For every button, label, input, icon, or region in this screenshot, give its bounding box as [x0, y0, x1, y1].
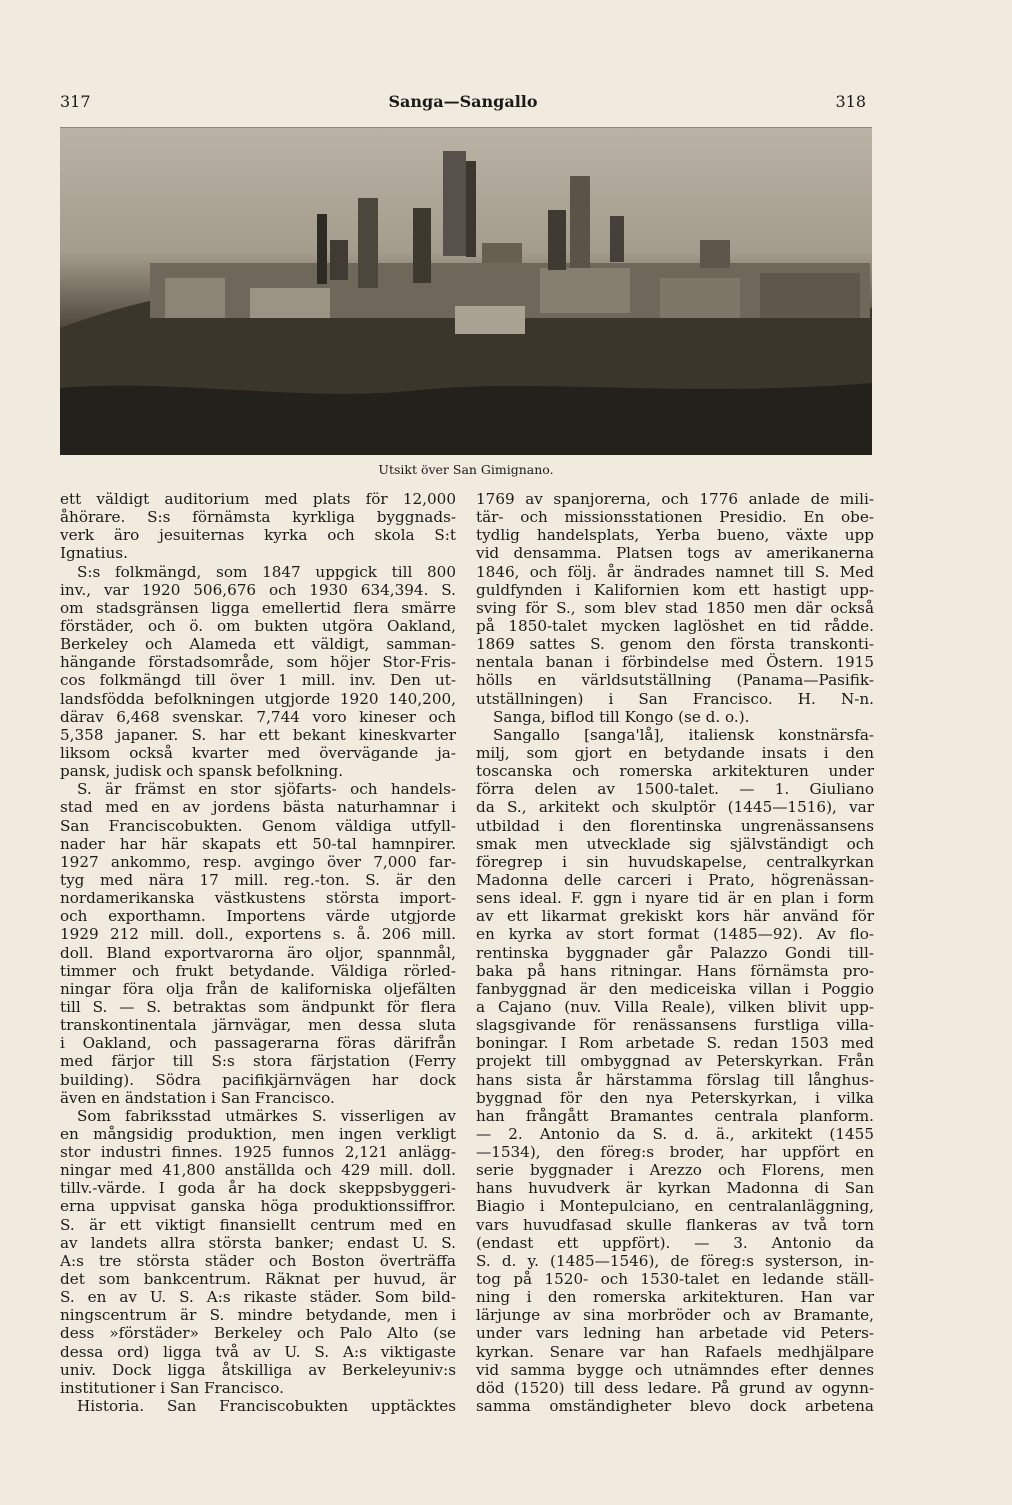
- text-line: lärjunge av sina morbröder och av Bramante,: [476, 1306, 874, 1325]
- text-line: toscanska och romerska arkitekturen under: [476, 762, 874, 781]
- text-line: doll. Bland exportvarorna äro oljor, spannmål,: [60, 943, 456, 962]
- text-line: A:s tre största städer och Boston överträffa: [60, 1251, 456, 1270]
- text-line: tär- och missionsstationen Presidio. En obe-: [476, 508, 874, 527]
- text-line: nentala banan i förbindelse med Östern. 1915: [476, 653, 874, 672]
- text-line: Sangallo [sanga'lå], italiensk konstnärsfa-: [493, 725, 874, 744]
- text-line: tillv.-värde. I goda år ha dock skeppsbyggeri-: [60, 1179, 456, 1198]
- text-line: building). Södra pacifikjärnvägen har dock: [60, 1070, 456, 1089]
- text-line: 1869 sattes S. genom den första transkonti-: [476, 635, 874, 654]
- text-line: San Franciscobukten. Genom väldiga utfyll-: [60, 816, 456, 835]
- text-line: föregrep i sin huvudskapelse, centralkyrkan: [476, 852, 874, 871]
- text-line: sving för S., som blev stad 1850 men där också: [476, 598, 874, 617]
- text-line: institutioner i San Francisco.: [60, 1378, 284, 1397]
- text-line: ningar med 41,800 anställda och 429 mill. doll.: [60, 1161, 456, 1180]
- text-line: 1846, och följ. år ändrades namnet till S. Med: [476, 562, 874, 581]
- skyline-illustration: [60, 128, 872, 455]
- text-line: kyrkan. Senare var han Rafaels medhjälpare: [476, 1342, 874, 1361]
- text-line: projekt till ombyggnad av Peterskyrkan. Från: [476, 1052, 874, 1071]
- text-line: — 2. Antonio da S. d. ä., arkitekt (1455: [476, 1124, 874, 1143]
- text-line: med färjor till S:s stora färjstation (Ferry: [60, 1052, 456, 1071]
- text-line: Sanga, biflod till Kongo (se d. o.).: [493, 707, 750, 726]
- text-line: byggnad för den nya Peterskyrkan, i vilka: [476, 1088, 874, 1107]
- text-line: 1929 212 mill. doll., exportens s. å. 206 mill.: [60, 925, 456, 944]
- text-line: cos folkmängd till över 1 mill. inv. Den ut-: [60, 671, 456, 690]
- text-line: även en ändstation i San Francisco.: [60, 1088, 335, 1107]
- text-line: ning i den romerska arkitekturen. Han var: [476, 1288, 874, 1307]
- text-line: på 1850-talet mycken laglöshet en tid rådde.: [476, 616, 874, 635]
- text-line: baka på hans ritningar. Hans förnämsta pro-: [476, 961, 874, 980]
- text-line: förra delen av 1500-talet. — 1. Giuliano: [476, 780, 874, 799]
- text-line: dessa ord) ligga två av U. S. A:s viktigaste: [60, 1342, 456, 1361]
- text-line: da S., arkitekt och skulptör (1445—1516), var: [476, 798, 874, 817]
- text-line: vid densamma. Platsen togs av amerikanerna: [476, 544, 874, 563]
- text-line: stad med en av jordens bästa naturhamnar i: [60, 798, 456, 817]
- text-line: fanbyggnad är den mediceiska villan i Poggio: [476, 979, 874, 998]
- text-line: ett väldigt auditorium med plats för 12,000: [60, 490, 456, 508]
- text-line: S. en av U. S. A:s rikaste städer. Som bild-: [60, 1288, 456, 1307]
- text-line: utbildad i den florentinska ungrenässansens: [476, 816, 874, 835]
- text-line: förstäder, och ö. om bukten utgöra Oakland,: [60, 616, 456, 635]
- text-line: smak men utvecklade sig självständigt och: [476, 834, 874, 853]
- text-line: om stadsgränsen ligga emellertid flera smärre: [60, 598, 456, 617]
- text-line: åhörare. S:s förnämsta kyrkliga byggnads-: [60, 508, 456, 527]
- text-line: 1927 ankommo, resp. avgingo över 7,000 far-: [60, 852, 456, 871]
- page-number-right: 318: [835, 92, 866, 111]
- text-line: Berkeley och Alameda ett väldigt, samman-: [60, 635, 456, 654]
- text-line: och exporthamn. Importens värde utgjorde: [60, 907, 456, 926]
- text-line: ningscentrum är S. mindre betydande, men i: [60, 1306, 456, 1325]
- text-line: (endast ett uppfört). — 3. Antonio da: [476, 1233, 874, 1252]
- text-line: S. är främst en stor sjöfarts- och handels-: [77, 780, 456, 799]
- text-line: samma omständigheter blevo dock arbetena: [476, 1397, 874, 1416]
- text-line: han frångått Bramantes centrala planform.: [476, 1106, 874, 1125]
- text-line: en mångsidig produktion, men ingen verkligt: [60, 1124, 456, 1143]
- text-line: Som fabriksstad utmärkes S. visserligen av: [77, 1106, 456, 1125]
- right-text-column: [476, 490, 874, 1415]
- text-line: pansk, judisk och spansk befolkning.: [60, 762, 344, 781]
- text-line: Historia. San Franciscobukten upptäcktes: [77, 1397, 456, 1416]
- text-line: hans huvudverk är kyrkan Madonna di San: [476, 1179, 874, 1198]
- text-line: nader har här skapats ett 50-tal hamnpirer.: [60, 834, 456, 853]
- text-line: Biagio i Montepulciano, en centralanläggning,: [476, 1197, 874, 1216]
- text-line: död (1520) till dess ledare. På grund av ogynn-: [476, 1378, 874, 1397]
- text-line: slagsgivande för renässansens furstliga villa-: [476, 1016, 874, 1035]
- text-line: av landets allra största banker; endast U. S.: [60, 1233, 456, 1252]
- text-line: hans sista år härstamma förslag till långhus-: [476, 1070, 874, 1089]
- text-line: hängande förstadsområde, som höjer Stor-Fris-: [60, 653, 456, 672]
- text-line: dess »förstäder» Berkeley och Palo Alto (se: [60, 1324, 456, 1343]
- text-line: landsfödda befolkningen utgjorde 1920 140,200,: [60, 689, 456, 708]
- text-line: ningar föra olja från de kaliforniska oljefälten: [60, 979, 456, 998]
- san-gimignano-photo: [60, 127, 872, 455]
- text-line: vars huvudfasad skulle flankeras av två torn: [476, 1215, 874, 1234]
- text-line: nordamerikanska västkustens största import-: [60, 889, 456, 908]
- text-line: milj, som gjort en betydande insats i den: [476, 743, 874, 762]
- running-header: [60, 92, 866, 112]
- text-line: tydlig handelsplats, Yerba bueno, växte upp: [476, 526, 874, 545]
- text-line: i Oakland, och passagerarna föras därifrån: [60, 1034, 456, 1053]
- text-line: stor industri finnes. 1925 funnos 2,121 anlägg-: [60, 1143, 456, 1162]
- text-line: serie byggnader i Arezzo och Florens, men: [476, 1161, 874, 1180]
- text-line: a Cajano (nuv. Villa Reale), vilken blivit upp-: [476, 997, 874, 1016]
- text-line: timmer och frukt betydande. Väldiga rörled-: [60, 961, 456, 980]
- text-line: erna uppvisat ganska höga produktionssiffror.: [60, 1197, 456, 1216]
- text-line: transkontinentala järnvägar, men dessa sluta: [60, 1016, 456, 1035]
- text-line: Ignatius.: [60, 544, 128, 563]
- text-line: verk äro jesuiternas kyrka och skola S:t: [60, 526, 456, 545]
- text-line: univ. Dock ligga åtskilliga av Berkeleyuniv:s: [60, 1360, 456, 1379]
- text-line: boningar. I Rom arbetade S. redan 1503 med: [476, 1034, 874, 1053]
- text-line: liksom också kvarter med övervägande ja-: [60, 743, 456, 762]
- text-line: rentinska byggnader går Palazzo Gondi till-: [476, 943, 874, 962]
- text-line: S. är ett viktigt finansiellt centrum med en: [60, 1215, 456, 1234]
- text-line: vid samma bygge och utnämndes efter dennes: [476, 1360, 874, 1379]
- text-line: en kyrka av stort format (1485—92). Av flo-: [476, 925, 874, 944]
- text-line: av ett likarmat grekiskt kors här använd för: [476, 907, 874, 926]
- text-line: inv., var 1920 506,676 och 1930 634,394. S.: [60, 580, 456, 599]
- text-line: 1769 av spanjorerna, och 1776 anlade de mili-: [476, 490, 874, 508]
- text-line: S. d. y. (1485—1546), de föreg:s systerson, in-: [476, 1251, 874, 1270]
- text-line: Madonna delle carceri i Prato, högrenässan-: [476, 870, 874, 889]
- text-line: 5,358 japaner. S. har ett bekant kineskvarter: [60, 725, 456, 744]
- photo-caption: Utsikt över San Gimignano.: [378, 462, 554, 477]
- text-line: guldfynden i Kalifornien kom ett hastigt upp-: [476, 580, 874, 599]
- text-line: S:s folkmängd, som 1847 uppgick till 800: [77, 562, 456, 581]
- header-title: Sanga—Sangallo: [388, 92, 538, 111]
- text-line: sens ideal. F. ggn i nyare tid är en plan i form: [476, 889, 874, 908]
- text-line: tyg med nära 17 mill. reg.-ton. S. är den: [60, 870, 456, 889]
- page-number-left: 317: [60, 92, 91, 111]
- text-line: —1534), den föreg:s broder, har uppfört en: [476, 1143, 874, 1162]
- text-line: utställningen) i San Francisco. H. N-n.: [476, 689, 874, 708]
- text-line: därav 6,468 svenskar. 7,744 voro kineser och: [60, 707, 456, 726]
- text-line: det som bankcentrum. Räknat per huvud, är: [60, 1270, 456, 1289]
- left-text-column: [60, 490, 456, 1415]
- text-line: under vars ledning han arbetade vid Peters-: [476, 1324, 874, 1343]
- text-line: tog på 1520- och 1530-talet en ledande ställ-: [476, 1270, 874, 1289]
- text-line: hölls en världsutställning (Panama—Pasifik-: [476, 671, 874, 690]
- text-line: till S. — S. betraktas som ändpunkt för flera: [60, 997, 456, 1016]
